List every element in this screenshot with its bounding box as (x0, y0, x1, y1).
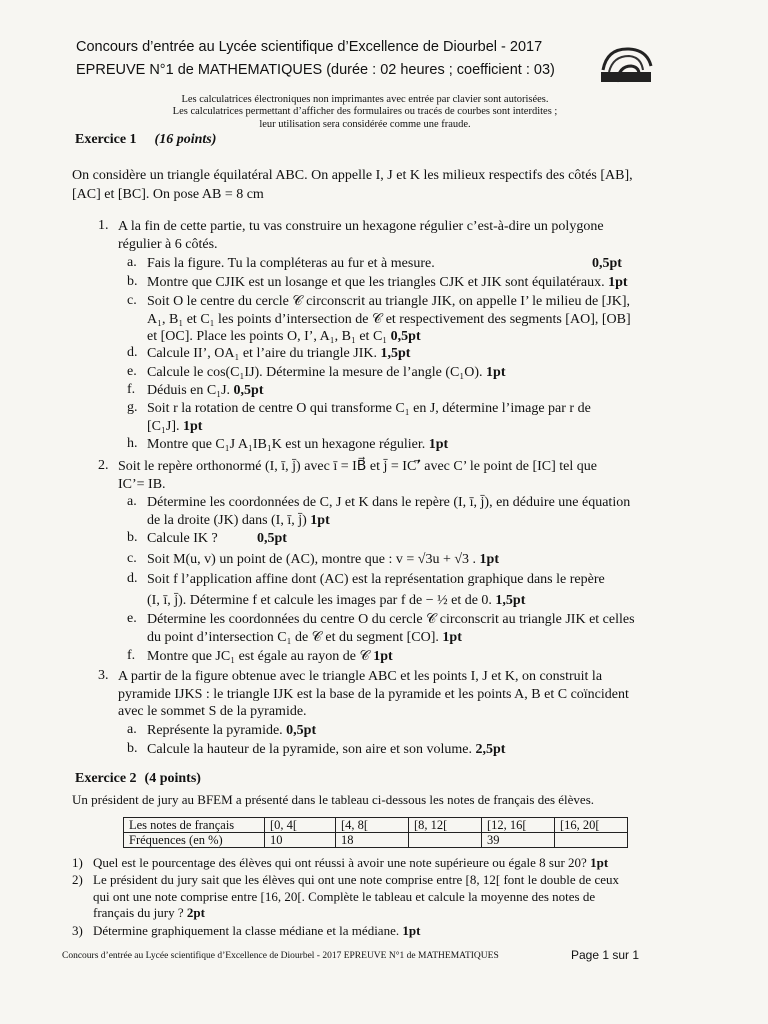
q2a-line-2: de la droite (JK) dans (I, ī, j̄) (147, 512, 307, 528)
q1d-body: Calcule II’, OA₁ et l’aire du triangle JIK. (147, 346, 377, 361)
q1e-points: 1pt (486, 365, 506, 380)
table-cell: 18 (336, 833, 409, 848)
q1c-line: Soit O le centre du cercle 𝒞 circonscrit au triangle JIK, on appelle I’ le milieu de [JK], (147, 294, 631, 309)
q2a-points: 1pt (310, 512, 330, 528)
ex2-q3-body: Détermine graphiquement la classe médiane et la médiane. (93, 923, 400, 938)
q1g-points: 1pt (183, 418, 203, 434)
q3-line: A partir de la figure obtenue avec le triangle ABC et les points I, J et K, on construit la (118, 669, 603, 684)
q2d-letter: d. (127, 571, 138, 586)
table-row (124, 818, 628, 833)
q2-text (118, 458, 708, 493)
q3a-text (147, 722, 707, 740)
q1g-line (147, 418, 707, 436)
q3a-body: Représente la pyramide. (147, 723, 283, 738)
q2c-points: 1pt (479, 552, 499, 567)
q3a-points: 0,5pt (286, 723, 317, 738)
q3b-letter: b. (127, 741, 138, 756)
q1c-text (147, 293, 707, 346)
q1g-text (147, 400, 707, 435)
q2-number: 2. (98, 458, 109, 473)
q3-line: avec le sommet S de la pyramide. (118, 704, 307, 719)
q2-line: IC’= IB. (118, 476, 166, 492)
q1c-line: A₁, B₁ et C₁ les points d’intersection de 𝒞 et respectivement des segments [AO], [OB] (147, 311, 631, 327)
q1c-points: 0,5pt (390, 329, 421, 344)
q1a-points: 0,5pt (592, 256, 622, 271)
q2-line: Soit le repère orthonormé (I, ī, j̄) avec ī = IB⃗ et j̄ = IC’⃗ avec C’ le point de [IC] tel que (118, 459, 597, 474)
exercise-1-title (75, 132, 216, 148)
ex2-q3-text (93, 923, 703, 940)
q1c-line (147, 328, 707, 346)
ex2-q1-body: Quel est le pourcentage des élèves qui ont réussi à avoir une note supérieure ou égale 8 sur 20? (93, 855, 587, 870)
q1c-letter: c. (127, 293, 137, 308)
q1d-text (147, 345, 707, 363)
q1g-line-2: [C₁J]. (147, 418, 180, 434)
q2e-points: 1pt (442, 629, 462, 645)
note-line: Les calculatrices permettant d’afficher des formulaires ou tracés de courbes sont interdites ; (172, 106, 558, 118)
ex2-q2-points: 2pt (186, 905, 205, 920)
q1g-line: Soit r la rotation de centre O qui transforme C₁ en J, détermine l’image par r de (147, 401, 591, 416)
q2b-text (147, 530, 707, 548)
q2c-body: Soit M(u, v) un point de (AC), montre que : v = √3u + √3 . (147, 552, 477, 567)
table-cell: 10 (265, 833, 336, 848)
q3-text (118, 668, 708, 721)
header-line-1: Concours d’entrée au Lycée scientifique d’Excellence de Diourbel - 2017 (76, 39, 543, 55)
ex2-q3-number: 3) (72, 923, 83, 938)
q2a-line (147, 512, 707, 530)
q2b-body: Calcule IK ? (147, 531, 218, 546)
q2c-letter: c. (127, 551, 137, 566)
q1b-points: 1pt (608, 275, 628, 290)
q1a-text (147, 255, 707, 273)
q1d-points: 1,5pt (380, 346, 411, 361)
q3-line: pyramide IJKS : le triangle IJK est la base de la pyramide et les points A, B et C coïncident (118, 686, 629, 702)
q2f-text (147, 648, 707, 666)
q3b-points: 2,5pt (475, 742, 506, 757)
exercise-2-title (75, 771, 201, 787)
q1-text (118, 218, 708, 253)
note-line: Les calculatrices électroniques non imprimantes avec entrée par clavier sont autorisées. (181, 94, 549, 105)
ex2-q2-text (93, 872, 703, 922)
intro-line: [AC] et [BC]. On pose AB = 8 cm (72, 186, 264, 202)
q2e-line-2: du point d’intersection C₁ de 𝒞 et du segment [CO]. (147, 629, 439, 645)
table-cell: [12, 16[ (482, 818, 555, 833)
q2d-line: Soit f l’application affine dont (AC) est la représentation graphique dans le repère (147, 572, 605, 587)
q2b-letter: b. (127, 530, 138, 545)
school-logo-icon (597, 44, 655, 86)
q1h-letter: h. (127, 436, 138, 451)
q1f-letter: f. (127, 382, 136, 397)
table-cell: [16, 20[ (555, 818, 628, 833)
q1-number: 1. (98, 218, 109, 233)
q1b-letter: b. (127, 274, 138, 289)
q2e-text (147, 611, 707, 646)
q2a-text (147, 494, 707, 529)
exercise-1-intro (72, 167, 712, 204)
q1e-body: Calcule le cos(C₁IJ). Détermine la mesure de l’angle (C₁O). (147, 365, 483, 380)
ex2-q3-points: 1pt (402, 923, 421, 938)
ex2-q1-text (93, 855, 703, 872)
q1f-points: 0,5pt (233, 383, 264, 398)
q2b-points: 0,5pt (257, 531, 287, 546)
page-number: Page 1 sur 1 (571, 948, 640, 962)
exercise-2-points: (4 points) (144, 771, 201, 786)
q1h-points: 1pt (428, 437, 449, 452)
table-cell: [0, 4[ (265, 818, 336, 833)
q2d-text (147, 571, 707, 609)
q3-number: 3. (98, 668, 109, 683)
q1f-body: Déduis en C₁J. (147, 383, 231, 398)
q1d-letter: d. (127, 345, 138, 360)
table-cell (555, 833, 628, 848)
q1h-text (147, 436, 707, 454)
q1-line: A la fin de cette partie, tu vas construire un hexagone régulier c’est-à-dire un polygone (118, 219, 604, 234)
q2d-line-2: (I, ī, j̄). Détermine f et calcule les images par f de − ½ et de 0. (147, 592, 492, 608)
q2f-letter: f. (127, 648, 136, 663)
exam-header (76, 38, 616, 80)
q1e-letter: e. (127, 364, 137, 379)
q3b-text (147, 741, 707, 759)
table-cell (409, 833, 482, 848)
q2a-letter: a. (127, 494, 137, 509)
table-cell: Fréquences (en %) (124, 833, 265, 848)
q2e-line (147, 629, 707, 647)
ex2-q2-line: qui ont une note comprise entre [16, 20[. Complète le tableau et calcule la moyenne des notes de (93, 888, 596, 904)
exercise-2-label: Exercice 2 (75, 771, 137, 786)
table-cell: [4, 8[ (336, 818, 409, 833)
calculator-notes (90, 94, 640, 131)
ex2-q1-number: 1) (72, 855, 83, 870)
q1b-body: Montre que CJIK est un losange et que les triangles CJK et JIK sont équilatéraux. (147, 275, 605, 290)
grades-table (123, 817, 628, 848)
q2f-points: 1pt (373, 649, 393, 664)
q1f-text (147, 382, 707, 400)
ex2-q2-line-3: français du jury ? (93, 905, 184, 920)
ex2-q2-line: Le président du jury sait que les élèves qui ont une note comprise entre [8, 12[ font le double de ceux (93, 872, 619, 887)
ex2-q2-number: 2) (72, 872, 83, 887)
ex2-q1-points: 1pt (590, 855, 609, 870)
q2e-line: Détermine les coordonnées du centre O du cercle 𝒞 circonscrit au triangle JIK et celles (147, 612, 635, 627)
ex2-q2-line (93, 905, 703, 922)
exercise-1-label: Exercice 1 (75, 132, 137, 147)
q3a-letter: a. (127, 722, 137, 737)
q1-line: régulier à 6 côtés. (118, 236, 218, 252)
intro-line: On considère un triangle équilatéral ABC. On appelle I, J et K les milieux respectifs des côtés [AB], (72, 168, 633, 183)
q1a-letter: a. (127, 255, 137, 270)
q2a-line: Détermine les coordonnées de C, J et K dans le repère (I, ī, j̄), en déduire une équation (147, 495, 631, 510)
q1a-body: Fais la figure. Tu la compléteras au fur et à mesure. (147, 256, 435, 271)
table-row (124, 833, 628, 848)
table-cell: [8, 12[ (409, 818, 482, 833)
exercise-1-points: (16 points) (154, 132, 217, 147)
q2d-line (147, 592, 707, 610)
note-line: leur utilisation sera considérée comme une fraude. (259, 118, 471, 130)
q2f-body: Montre que JC₁ est égale au rayon de 𝒞 (147, 649, 370, 664)
table-cell: 39 (482, 833, 555, 848)
q2c-text (147, 551, 707, 569)
q3b-body: Calcule la hauteur de la pyramide, son aire et son volume. (147, 742, 473, 757)
page-footer: Concours d’entrée au Lycée scientifique d’Excellence de Diourbel - 2017 EPREUVE N°1 de MATHEMATIQUES (62, 951, 499, 961)
q1c-line-3: et [OC]. Place les points O, I’, A₁, B₁ et C₁ (147, 329, 388, 344)
q1g-letter: g. (127, 400, 138, 415)
exercise-2-intro: Un président de jury au BFEM a présenté dans le tableau ci-dessous les notes de français des élèves. (72, 792, 595, 807)
q1e-text (147, 364, 707, 382)
q2e-letter: e. (127, 611, 137, 626)
q1h-body: Montre que C₁J A₁IB₁K est un hexagone régulier. (147, 437, 426, 452)
table-cell: Les notes de français (124, 818, 265, 833)
header-line-2: EPREUVE N°1 de MATHEMATIQUES (durée : 02 heures ; coefficient : 03) (76, 62, 555, 78)
q1b-text (147, 274, 707, 292)
q2d-points: 1,5pt (495, 592, 526, 608)
